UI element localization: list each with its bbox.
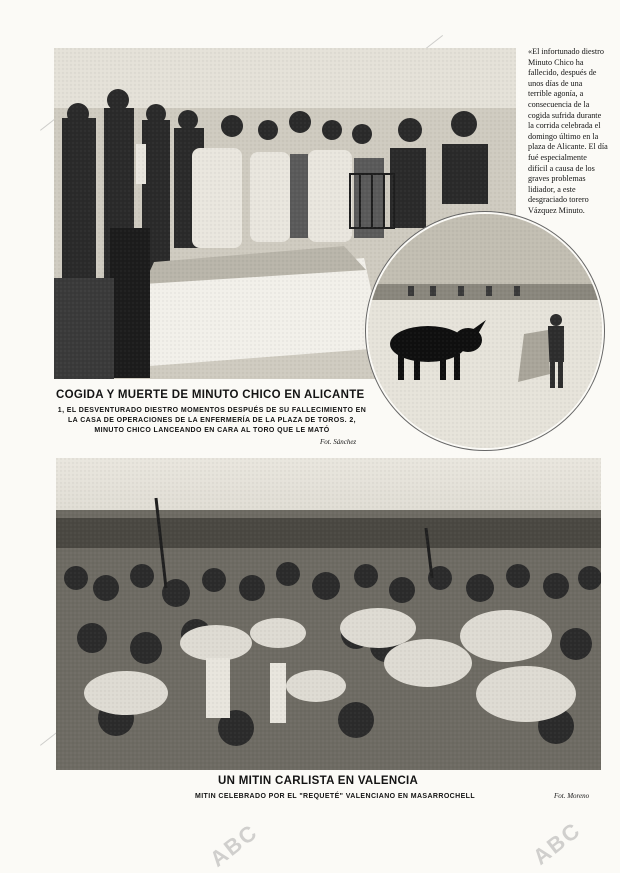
top-story-caption: 1, EL DESVENTURADO DIESTRO MOMENTOS DESPUÉS DE SU FALLECIMIENTO EN LA CASA DE OPERACIONES DE LA ENFERMERÍA DE LA PLAZA DE TOROS. 2, MINUTO CHICO LANCEANDO EN CARA AL TORO QUE LE MATÓ: [57, 407, 367, 434]
photo-rally: [56, 458, 601, 770]
watermark-abc: ABC: [528, 816, 586, 870]
sidebar-article: «El infortunado diestro Minuto Chico ha fallecido, después de unos días de una terrible agonía, a consecuencia de la cogida sufrida durante la corrida celebrada el domingo último en la plaza de Alicante. El día fué especialmente difícil a causa de los graves problemas lidiador, a este desgraciado torero Vázquez Minuto.: [528, 47, 608, 215]
watermark-abc: ABC: [205, 818, 263, 872]
bottom-story-credit: Fot. Moreno: [554, 792, 590, 800]
photo-bullfight: [366, 212, 604, 450]
bottom-story-title: UN MITIN CARLISTA EN VALENCIA: [218, 775, 419, 787]
top-story-title: COGIDA Y MUERTE DE MINUTO CHICO EN ALICANTE: [56, 389, 365, 401]
top-story-credit: Fot. Sánchez: [320, 438, 357, 446]
bottom-story-caption: MITIN CELEBRADO POR EL "REQUETÉ" VALENCIANO EN MASARROCHELL: [194, 793, 476, 800]
